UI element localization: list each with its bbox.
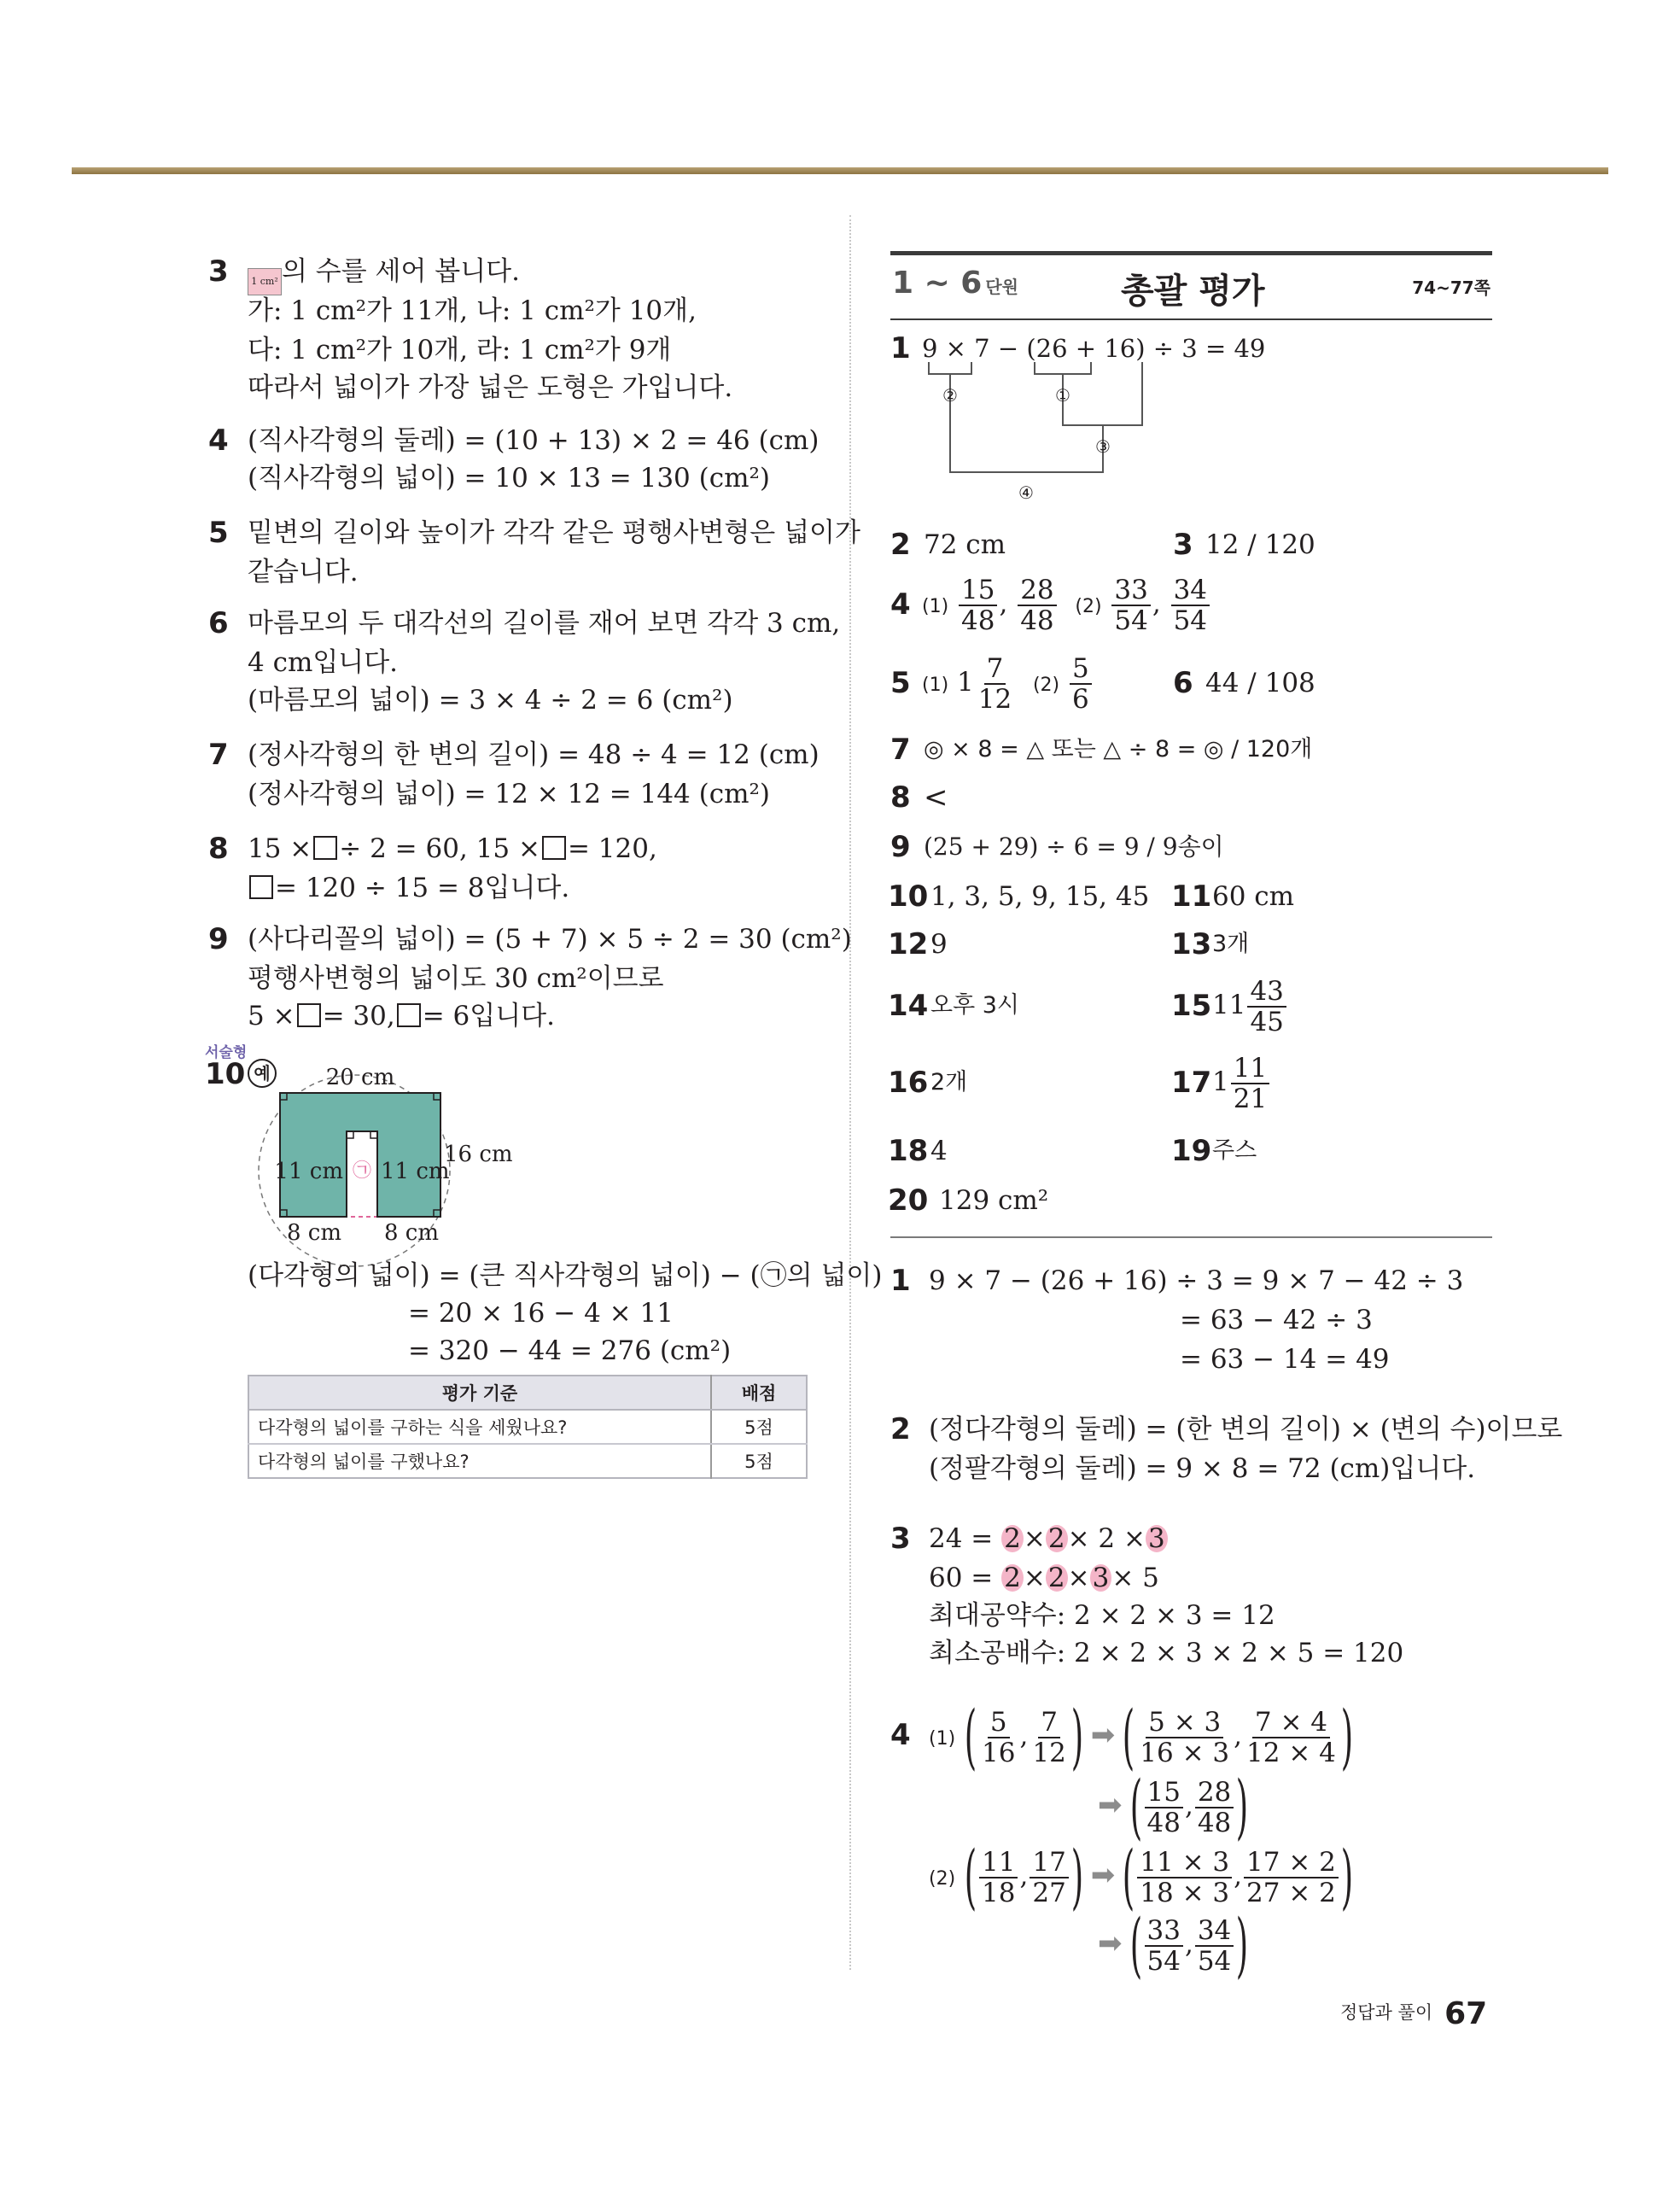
e2-line-1: (정다각형의 둘레) = (한 변의 길이) × (변의 수)이므로 xyxy=(929,1414,1563,1445)
q8-line-1: 15 × ÷ 2 = 60, 15 × = 120, xyxy=(248,833,657,864)
footer-label: 정답과 풀이 xyxy=(1340,2002,1433,2023)
fraction: $\frac{43}{45}$ xyxy=(1247,977,1286,1037)
fraction: $\frac{17}{27}$ xyxy=(1030,1848,1068,1908)
q5-line-1: 밑변의 길이와 높이가 각각 같은 평행사변형은 넓이가 xyxy=(248,517,860,548)
fraction: $\frac{5 \times 3}{16 \times 3}$ xyxy=(1140,1706,1230,1768)
answer-number: 12 xyxy=(888,927,929,961)
blank-box xyxy=(313,836,337,860)
q3-line-4: 따라서 넓이가 가장 넓은 도형은 가입니다. xyxy=(248,372,733,403)
e3-line-1: 24 = 2×2× 2 ×3 xyxy=(929,1522,1168,1556)
answer-number: 16 xyxy=(888,1066,929,1100)
explanation-number: 2 xyxy=(890,1412,911,1446)
question-number: 10 xyxy=(205,1057,246,1091)
answer-number: 19 xyxy=(1171,1134,1212,1168)
q9-line-2: 평행사변형의 넓이도 30 cm²이므로 xyxy=(248,963,664,994)
answer-number: 9 xyxy=(890,830,911,864)
fraction: $\frac{11}{18}$ xyxy=(979,1848,1018,1908)
answer-5-fractions: (1) 1 $\frac{7}{12}$ (2) $\frac{5}{6}$ xyxy=(922,651,1094,717)
answer-text: 3개 xyxy=(1212,931,1250,957)
q3-line-1: 1 cm² 의 수를 세어 봅니다. xyxy=(248,254,520,295)
q7-line-2: (정사각형의 넓이) = 12 × 12 = 144 (cm²) xyxy=(248,779,771,809)
e4-row-4: ➡ ( $\frac{33}{54}$ , $\frac{34}{54}$ ) xyxy=(1098,1904,1249,1986)
scoring-table xyxy=(248,1375,808,1479)
answer-number: 6 xyxy=(1173,666,1193,700)
criteria-header: 평가 기준 xyxy=(248,1376,711,1410)
fraction: $\frac{11 \times 3}{18 \times 3}$ xyxy=(1137,1848,1232,1908)
answer-number: 3 xyxy=(1173,528,1193,562)
order-1-icon: ① xyxy=(1055,385,1070,406)
answer-text: 129 cm² xyxy=(939,1185,1049,1216)
score-cell: 5점 xyxy=(711,1444,807,1478)
answer-1-expression: 9 × 7 − (26 + 16) ÷ 3 = 49 xyxy=(922,334,1266,363)
q6-line-1: 마름모의 두 대각선의 길이를 재어 보면 각각 3 cm, xyxy=(248,608,841,639)
polygon-figure xyxy=(273,1057,513,1253)
answer-number: 11 xyxy=(1171,879,1212,914)
fraction: $\frac{28}{48}$ xyxy=(1195,1778,1234,1838)
q6-line-3: (마름모의 넓이) = 3 × 4 ÷ 2 = 6 (cm²) xyxy=(248,685,733,716)
answer-number: 5 xyxy=(890,666,911,700)
highlighted-factor: 2 xyxy=(1001,1525,1024,1552)
answer-number: 15 xyxy=(1171,989,1212,1023)
blank-box xyxy=(297,1003,321,1027)
answer-text: 44 / 108 xyxy=(1205,668,1315,698)
fraction: $\frac{7}{12}$ xyxy=(977,652,1012,715)
criterion-cell: 다각형의 넓이를 구하는 식을 세웠나요? xyxy=(248,1410,711,1444)
explanation-number: 3 xyxy=(890,1522,911,1556)
q9-line-1: (사다리꼴의 넓이) = (5 + 7) × 5 ÷ 2 = 30 (cm²) xyxy=(248,924,852,955)
blank-box xyxy=(542,836,566,860)
highlighted-factor: 2 xyxy=(1046,1525,1068,1552)
answer-number: 2 xyxy=(890,528,911,562)
page-footer xyxy=(1340,1996,1487,2031)
fraction: $\frac{5}{16}$ xyxy=(982,1706,1016,1768)
fraction: $\frac{33}{54}$ xyxy=(1145,1916,1183,1976)
column-divider xyxy=(849,215,851,1970)
answer-number: 18 xyxy=(888,1134,929,1168)
answer-number: 20 xyxy=(888,1183,929,1218)
q4-line-1: (직사각형의 둘레) = (10 + 13) × 2 = 46 (cm) xyxy=(248,425,820,456)
descriptive-tag: 서술형 xyxy=(205,1044,248,1061)
answer-text: 2개 xyxy=(930,1069,968,1096)
arrow-icon: ➡ xyxy=(1090,1858,1116,1892)
order-4-icon: ④ xyxy=(1018,482,1034,503)
answer-15-mixed-number: 11 $\frac{43}{45}$ xyxy=(1212,973,1288,1037)
section-title: 총괄 평가 xyxy=(1121,272,1265,311)
label-top: 20 cm xyxy=(325,1065,395,1090)
unit-label: 1 ~ 6 단원 xyxy=(892,266,1018,301)
answer-text: < xyxy=(924,780,948,815)
page-range: 74~77쪽 xyxy=(1412,278,1490,298)
e3-line-2: 60 = 2×2×3× 5 xyxy=(929,1563,1159,1593)
table-row xyxy=(248,1410,807,1444)
answer-17-mixed-number: 1 $\frac{11}{21}$ xyxy=(1212,1050,1271,1113)
highlighted-factor: 2 xyxy=(1046,1564,1068,1592)
fraction: $\frac{34}{54}$ xyxy=(1195,1916,1234,1976)
blank-box xyxy=(397,1003,421,1027)
fraction: $\frac{15}{48}$ xyxy=(959,576,997,635)
fraction: $\frac{15}{48}$ xyxy=(1145,1778,1183,1838)
e4-row-1: (1) ( $\frac{5}{16}$ , $\frac{7}{12}$ ) ➡ ( $\frac{5 \times 3}{16 \times 3}$ , $\frac{7 \times 4}{12 \times 4}$ ) xyxy=(929,1696,1354,1778)
answer-number: 7 xyxy=(890,733,911,767)
highlighted-factor: 3 xyxy=(1090,1564,1112,1592)
question-number: 5 xyxy=(208,516,229,550)
q6-line-2: 4 cm입니다. xyxy=(248,647,399,678)
q3-line-2: 가: 1 cm²가 11개, 나: 1 cm²가 10개, xyxy=(248,295,697,326)
score-cell: 5점 xyxy=(711,1410,807,1444)
question-number: 9 xyxy=(208,922,229,956)
question-number: 8 xyxy=(208,832,229,866)
question-number: 3 xyxy=(208,254,229,289)
answer-4-fractions: (1) $\frac{15}{48}$ , $\frac{28}{48}$ (2) $\frac{33}{54}$ , $\frac{34}{54}$ xyxy=(922,572,1211,639)
label-right: 16 cm xyxy=(444,1142,513,1167)
explanation-number: 4 xyxy=(890,1718,911,1752)
highlighted-factor: 3 xyxy=(1146,1525,1168,1552)
q10-line-2: = 20 × 16 − 4 × 11 xyxy=(408,1298,674,1329)
fraction: $\frac{7 \times 4}{12 \times 4}$ xyxy=(1246,1706,1336,1768)
e1-line-2: = 63 − 42 ÷ 3 xyxy=(1180,1305,1373,1335)
answer-text: 12 / 120 xyxy=(1205,529,1315,560)
arrow-icon: ➡ xyxy=(1098,1926,1123,1960)
answer-number: 17 xyxy=(1171,1066,1212,1100)
q4-line-2: (직사각형의 넓이) = 10 × 13 = 130 (cm²) xyxy=(248,463,771,494)
criterion-cell: 다각형의 넓이를 구했나요? xyxy=(258,1452,470,1472)
unit-square-icon: 1 cm² xyxy=(248,268,282,295)
e2-line-2: (정팔각형의 둘레) = 9 × 8 = 72 (cm)입니다. xyxy=(929,1453,1476,1484)
e1-line-3: = 63 − 14 = 49 xyxy=(1180,1344,1390,1375)
e3-line-4: 최소공배수: 2 × 2 × 3 × 2 × 5 = 120 xyxy=(929,1638,1404,1668)
answer-number: 8 xyxy=(890,780,911,815)
answer-text: 1, 3, 5, 9, 15, 45 xyxy=(930,881,1150,912)
calc-order-diagram xyxy=(922,359,1178,504)
table-row xyxy=(248,1444,807,1478)
order-3-icon: ③ xyxy=(1095,436,1111,457)
fraction: $\frac{7}{12}$ xyxy=(1032,1706,1066,1768)
label-bottom-right: 8 cm xyxy=(383,1220,440,1246)
e3-line-3: 최대공약수: 2 × 2 × 3 = 12 xyxy=(929,1600,1275,1631)
answer-text: 오후 3시 xyxy=(930,992,1020,1019)
section-rule xyxy=(890,1236,1492,1238)
e1-line-1: 9 × 7 − (26 + 16) ÷ 3 = 9 × 7 − 42 ÷ 3 xyxy=(929,1265,1464,1296)
answer-number: 13 xyxy=(1171,927,1212,961)
fraction: $\frac{11}{21}$ xyxy=(1231,1054,1269,1113)
answer-text: 4 xyxy=(930,1136,948,1166)
q10-line-1: (다각형의 넓이) = (큰 직사각형의 넓이) − (㉠의 넓이) xyxy=(248,1260,883,1291)
answer-text: 주스 xyxy=(1212,1137,1257,1164)
question-number: 7 xyxy=(208,738,229,772)
order-2-icon: ② xyxy=(942,385,958,406)
fraction: $\frac{34}{54}$ xyxy=(1171,576,1210,635)
q3-line-3: 다: 1 cm²가 10개, 라: 1 cm²가 9개 xyxy=(248,335,672,365)
label-inner-left: 11 cm xyxy=(274,1159,343,1184)
example-badge: 예 xyxy=(248,1059,277,1088)
answer-text: 60 cm xyxy=(1212,881,1295,912)
q10-line-3: = 320 − 44 = 276 (cm²) xyxy=(408,1335,732,1366)
answer-text: 9 xyxy=(930,929,948,960)
question-number: 4 xyxy=(208,424,229,458)
fraction: $\frac{28}{48}$ xyxy=(1018,576,1056,635)
label-bottom-left: 8 cm xyxy=(286,1220,342,1246)
answer-number: 10 xyxy=(888,879,929,914)
page-number: 67 xyxy=(1444,1996,1488,2031)
label-inner-right: 11 cm xyxy=(381,1159,450,1184)
score-header: 배점 xyxy=(711,1376,807,1410)
e4-row-3: (2) ( $\frac{11}{18}$ , $\frac{17}{27}$ ) ➡ ( $\frac{11 \times 3}{18 \times 3}$ , $\frac{17 \times 2}{27 \times 2}$ ) xyxy=(929,1836,1354,1918)
figure-mark-label: ㉠ xyxy=(352,1160,372,1182)
answer-number: 14 xyxy=(888,989,929,1023)
answer-text: ◎ × 8 = △ 또는 △ ÷ 8 = ◎ / 120개 xyxy=(924,736,1313,762)
answer-number: 4 xyxy=(890,587,911,622)
answer-text: 72 cm xyxy=(924,529,1006,560)
highlighted-factor: 2 xyxy=(1001,1564,1024,1592)
question-number: 6 xyxy=(208,606,229,640)
fraction: $\frac{33}{54}$ xyxy=(1111,576,1150,635)
arrow-icon: ➡ xyxy=(1090,1718,1116,1752)
top-rule xyxy=(72,167,1608,174)
e4-row-2: ➡ ( $\frac{15}{48}$ , $\frac{28}{48}$ ) xyxy=(1098,1766,1249,1848)
blank-box xyxy=(249,875,273,899)
q8-line-2: = 120 ÷ 15 = 8입니다. xyxy=(248,871,569,905)
arrow-icon: ➡ xyxy=(1098,1788,1123,1822)
answer-text: (25 + 29) ÷ 6 = 9 / 9송이 xyxy=(924,833,1224,861)
fraction: $\frac{5}{6}$ xyxy=(1070,654,1092,714)
q5-line-2: 같습니다. xyxy=(248,557,359,587)
q7-line-1: (정사각형의 한 변의 길이) = 48 ÷ 4 = 12 (cm) xyxy=(248,739,820,770)
section-header xyxy=(890,251,1492,320)
q9-line-3: 5 × = 30, = 6입니다. xyxy=(248,1001,555,1031)
fraction: $\frac{17 \times 2}{27 \times 2}$ xyxy=(1244,1848,1339,1908)
answer-number: 1 xyxy=(890,331,911,365)
explanation-number: 1 xyxy=(890,1264,911,1298)
